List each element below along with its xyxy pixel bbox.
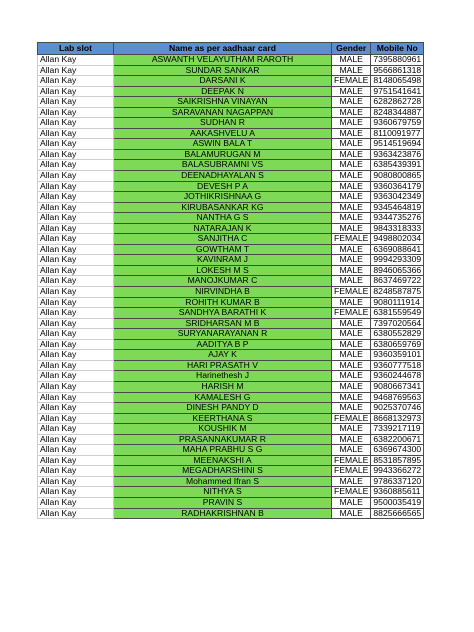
lab-slot-cell: Allan Kay [38, 350, 114, 361]
gender-cell: MALE [332, 213, 371, 224]
gender-cell: MALE [332, 445, 371, 456]
name-cell: DEENADHAYALAN S [114, 171, 332, 182]
name-cell: NIRVINDHA B [114, 287, 332, 298]
gender-cell: MALE [332, 223, 371, 234]
name-cell: AAKASHVELU A [114, 128, 332, 139]
table-row [38, 392, 424, 403]
table-row [38, 508, 424, 519]
lab-slot-cell: Allan Kay [38, 497, 114, 508]
table-row [38, 160, 424, 171]
gender-cell: MALE [332, 276, 371, 287]
table-row [38, 128, 424, 139]
lab-slot-cell: Allan Kay [38, 65, 114, 76]
mobile-cell: 8148065498 [371, 76, 424, 87]
name-cell: DEEPAK N [114, 86, 332, 97]
gender-cell: FEMALE [332, 287, 371, 298]
gender-cell: MALE [332, 128, 371, 139]
table-row [38, 181, 424, 192]
name-cell: NITHYA S [114, 487, 332, 498]
name-cell: AJAY K [114, 350, 332, 361]
gender-cell: MALE [332, 181, 371, 192]
name-cell: DARSANI K [114, 76, 332, 87]
gender-cell: MALE [332, 424, 371, 435]
lab-slot-cell: Allan Kay [38, 455, 114, 466]
lab-slot-cell: Allan Kay [38, 360, 114, 371]
table-row [38, 76, 424, 87]
gender-cell: MALE [332, 139, 371, 150]
mobile-cell: 9360679759 [371, 118, 424, 129]
name-cell: SRIDHARSAN M B [114, 318, 332, 329]
table-row [38, 244, 424, 255]
mobile-cell: 9360359101 [371, 350, 424, 361]
name-cell: KEERTHANA S [114, 413, 332, 424]
name-cell: MEGADHARSHINI S [114, 466, 332, 477]
gender-cell: MALE [332, 149, 371, 160]
table-row [38, 424, 424, 435]
table-row [38, 455, 424, 466]
table-row [38, 466, 424, 477]
lab-slot-cell: Allan Kay [38, 149, 114, 160]
name-cell: KOUSHIK M [114, 424, 332, 435]
gender-cell: MALE [332, 434, 371, 445]
table-row [38, 86, 424, 97]
table-row [38, 434, 424, 445]
gender-cell: MALE [332, 55, 371, 66]
table-row [38, 381, 424, 392]
table-row [38, 171, 424, 182]
lab-slot-cell: Allan Kay [38, 202, 114, 213]
mobile-cell: 8110091977 [371, 128, 424, 139]
name-cell: PRAVIN S [114, 497, 332, 508]
gender-cell: MALE [332, 392, 371, 403]
table-row [38, 297, 424, 308]
name-cell: DEVESH P A [114, 181, 332, 192]
name-cell: BALASUBRAMNI VS [114, 160, 332, 171]
lab-slot-cell: Allan Kay [38, 287, 114, 298]
name-cell: MANOJKUMAR C [114, 276, 332, 287]
header-mobile: Mobile No [371, 43, 424, 55]
mobile-cell: 6380659769 [371, 339, 424, 350]
table-row [38, 55, 424, 66]
header-lab-slot: Lab slot [38, 43, 114, 55]
mobile-cell: 9500035419 [371, 497, 424, 508]
lab-slot-cell: Allan Kay [38, 508, 114, 519]
lab-slot-cell: Allan Kay [38, 107, 114, 118]
mobile-cell: 9786337120 [371, 476, 424, 487]
gender-cell: MALE [332, 508, 371, 519]
table-row [38, 265, 424, 276]
table-row [38, 255, 424, 266]
lab-slot-cell: Allan Kay [38, 424, 114, 435]
lab-slot-cell: Allan Kay [38, 434, 114, 445]
lab-slot-cell: Allan Kay [38, 413, 114, 424]
table-row [38, 276, 424, 287]
mobile-cell: 8531857895 [371, 455, 424, 466]
table-body [38, 55, 424, 519]
name-cell: MEENAKSHI A [114, 455, 332, 466]
mobile-cell: 9344735276 [371, 213, 424, 224]
gender-cell: MALE [332, 318, 371, 329]
mobile-cell: 8637469722 [371, 276, 424, 287]
table-row [38, 287, 424, 298]
mobile-cell: 9498802034 [371, 234, 424, 245]
lab-slot-cell: Allan Kay [38, 297, 114, 308]
name-cell: Harinethesh J [114, 371, 332, 382]
gender-cell: MALE [332, 244, 371, 255]
name-cell: RADHAKRISHNAN B [114, 508, 332, 519]
gender-cell: MALE [332, 171, 371, 182]
name-cell: LOKESH M S [114, 265, 332, 276]
name-cell: SANJITHA C [114, 234, 332, 245]
table-row [38, 329, 424, 340]
gender-cell: FEMALE [332, 76, 371, 87]
lab-slot-cell: Allan Kay [38, 76, 114, 87]
name-cell: KAVINRAM J [114, 255, 332, 266]
table-row [38, 476, 424, 487]
mobile-cell: 9360364179 [371, 181, 424, 192]
mobile-cell: 7395880961 [371, 55, 424, 66]
table-row [38, 139, 424, 150]
header-gender: Gender [332, 43, 371, 55]
name-cell: NATARAJAN K [114, 223, 332, 234]
name-cell: ASWANTH VELAYUTHAM RAROTH [114, 55, 332, 66]
lab-slot-cell: Allan Kay [38, 160, 114, 171]
table-row [38, 223, 424, 234]
gender-cell: FEMALE [332, 466, 371, 477]
table-row [38, 213, 424, 224]
mobile-cell: 8946065366 [371, 265, 424, 276]
gender-cell: MALE [332, 371, 371, 382]
mobile-cell: 7397020564 [371, 318, 424, 329]
lab-slot-cell: Allan Kay [38, 381, 114, 392]
gender-cell: MALE [332, 160, 371, 171]
table-row [38, 202, 424, 213]
gender-cell: FEMALE [332, 487, 371, 498]
gender-cell: MALE [332, 329, 371, 340]
name-cell: GOWTHAM T [114, 244, 332, 255]
mobile-cell: 9363042349 [371, 192, 424, 203]
mobile-cell: 9025370746 [371, 403, 424, 414]
lab-slot-cell: Allan Kay [38, 403, 114, 414]
name-cell: SANDHYA BARATHI K [114, 308, 332, 319]
gender-cell: FEMALE [332, 413, 371, 424]
gender-cell: MALE [332, 97, 371, 108]
lab-slot-cell: Allan Kay [38, 139, 114, 150]
mobile-cell: 6369674300 [371, 445, 424, 456]
table-row [38, 403, 424, 414]
mobile-cell: 9363423876 [371, 149, 424, 160]
gender-cell: FEMALE [332, 234, 371, 245]
table-row [38, 350, 424, 361]
table-row [38, 149, 424, 160]
lab-slot-cell: Allan Kay [38, 276, 114, 287]
lab-slot-cell: Allan Kay [38, 487, 114, 498]
table-row [38, 118, 424, 129]
lab-slot-cell: Allan Kay [38, 55, 114, 66]
mobile-cell: 6282862728 [371, 97, 424, 108]
mobile-cell: 9360777518 [371, 360, 424, 371]
lab-slot-cell: Allan Kay [38, 392, 114, 403]
name-cell: SUDHAN R [114, 118, 332, 129]
mobile-cell: 6381559549 [371, 308, 424, 319]
lab-slot-cell: Allan Kay [38, 318, 114, 329]
name-cell: HARISH M [114, 381, 332, 392]
gender-cell: FEMALE [332, 455, 371, 466]
mobile-cell: 9080667341 [371, 381, 424, 392]
name-cell: SARAVANAN NAGAPPAN [114, 107, 332, 118]
lab-slot-cell: Allan Kay [38, 181, 114, 192]
name-cell: SURYANARAYANAN R [114, 329, 332, 340]
mobile-cell: 9360244678 [371, 371, 424, 382]
mobile-cell: 6369088641 [371, 244, 424, 255]
lab-slot-cell: Allan Kay [38, 466, 114, 477]
mobile-cell: 9514519694 [371, 139, 424, 150]
mobile-cell: 6380552829 [371, 329, 424, 340]
lab-slot-cell: Allan Kay [38, 192, 114, 203]
mobile-cell: 9080111914 [371, 297, 424, 308]
header-row [38, 43, 424, 55]
table-row [38, 308, 424, 319]
name-cell: KIRUBASANKAR KG [114, 202, 332, 213]
table-row [38, 97, 424, 108]
mobile-cell: 9994293309 [371, 255, 424, 266]
lab-slot-cell: Allan Kay [38, 223, 114, 234]
lab-slot-cell: Allan Kay [38, 265, 114, 276]
table-row [38, 360, 424, 371]
gender-cell: MALE [332, 476, 371, 487]
lab-slot-cell: Allan Kay [38, 308, 114, 319]
gender-cell: MALE [332, 118, 371, 129]
lab-slot-cell: Allan Kay [38, 244, 114, 255]
mobile-cell: 9360885611 [371, 487, 424, 498]
name-cell: KAMALESH G [114, 392, 332, 403]
name-cell: ROHITH KUMAR B [114, 297, 332, 308]
header-name: Name as per aadhaar card [114, 43, 332, 55]
lab-slot-cell: Allan Kay [38, 171, 114, 182]
mobile-cell: 7339217119 [371, 424, 424, 435]
name-cell: MAHA PRABHU S G [114, 445, 332, 456]
mobile-cell: 9943366272 [371, 466, 424, 477]
gender-cell: MALE [332, 202, 371, 213]
gender-cell: FEMALE [332, 308, 371, 319]
mobile-cell: 8248587875 [371, 287, 424, 298]
gender-cell: MALE [332, 403, 371, 414]
table-row [38, 497, 424, 508]
gender-cell: MALE [332, 297, 371, 308]
mobile-cell: 9566861318 [371, 65, 424, 76]
lab-slot-cell: Allan Kay [38, 476, 114, 487]
lab-slot-cell: Allan Kay [38, 371, 114, 382]
mobile-cell: 9080800865 [371, 171, 424, 182]
name-cell: SAIKRISHNA VINAYAN [114, 97, 332, 108]
gender-cell: MALE [332, 497, 371, 508]
table-row [38, 318, 424, 329]
name-cell: JOTHIKRISHNAA G [114, 192, 332, 203]
lab-slot-cell: Allan Kay [38, 234, 114, 245]
name-cell: NANTHA G S [114, 213, 332, 224]
name-cell: DINESH PANDY D [114, 403, 332, 414]
gender-cell: MALE [332, 65, 371, 76]
name-cell: HARI PRASATH V [114, 360, 332, 371]
table-row [38, 192, 424, 203]
gender-cell: MALE [332, 360, 371, 371]
mobile-cell: 6385439391 [371, 160, 424, 171]
lab-slot-cell: Allan Kay [38, 329, 114, 340]
mobile-cell: 9751541641 [371, 86, 424, 97]
lab-slot-cell: Allan Kay [38, 213, 114, 224]
lab-slot-cell: Allan Kay [38, 97, 114, 108]
lab-slot-cell: Allan Kay [38, 339, 114, 350]
gender-cell: MALE [332, 381, 371, 392]
mobile-cell: 8248344887 [371, 107, 424, 118]
name-cell: ASWIN BALA T [114, 139, 332, 150]
gender-cell: MALE [332, 86, 371, 97]
table-row [38, 107, 424, 118]
lab-slot-cell: Allan Kay [38, 118, 114, 129]
lab-slot-cell: Allan Kay [38, 445, 114, 456]
table-row [38, 487, 424, 498]
name-cell: SUNDAR SANKAR [114, 65, 332, 76]
table-row [38, 234, 424, 245]
name-cell: AADITYA B P [114, 339, 332, 350]
lab-slot-cell: Allan Kay [38, 255, 114, 266]
mobile-cell: 9468769563 [371, 392, 424, 403]
mobile-cell: 8825666565 [371, 508, 424, 519]
lab-slot-cell: Allan Kay [38, 128, 114, 139]
name-cell: BALAMURUGAN M [114, 149, 332, 160]
mobile-cell: 9843318333 [371, 223, 424, 234]
gender-cell: MALE [332, 339, 371, 350]
student-table [37, 42, 424, 519]
gender-cell: MALE [332, 255, 371, 266]
mobile-cell: 6382200671 [371, 434, 424, 445]
gender-cell: MALE [332, 350, 371, 361]
table-row [38, 339, 424, 350]
gender-cell: MALE [332, 192, 371, 203]
lab-slot-cell: Allan Kay [38, 86, 114, 97]
name-cell: Mohammed Ifran S [114, 476, 332, 487]
table-row [38, 65, 424, 76]
table-row [38, 445, 424, 456]
name-cell: PRASANNAKUMAR R [114, 434, 332, 445]
table-row [38, 413, 424, 424]
gender-cell: MALE [332, 265, 371, 276]
table-row [38, 371, 424, 382]
mobile-cell: 9345464819 [371, 202, 424, 213]
mobile-cell: 8668132973 [371, 413, 424, 424]
gender-cell: MALE [332, 107, 371, 118]
